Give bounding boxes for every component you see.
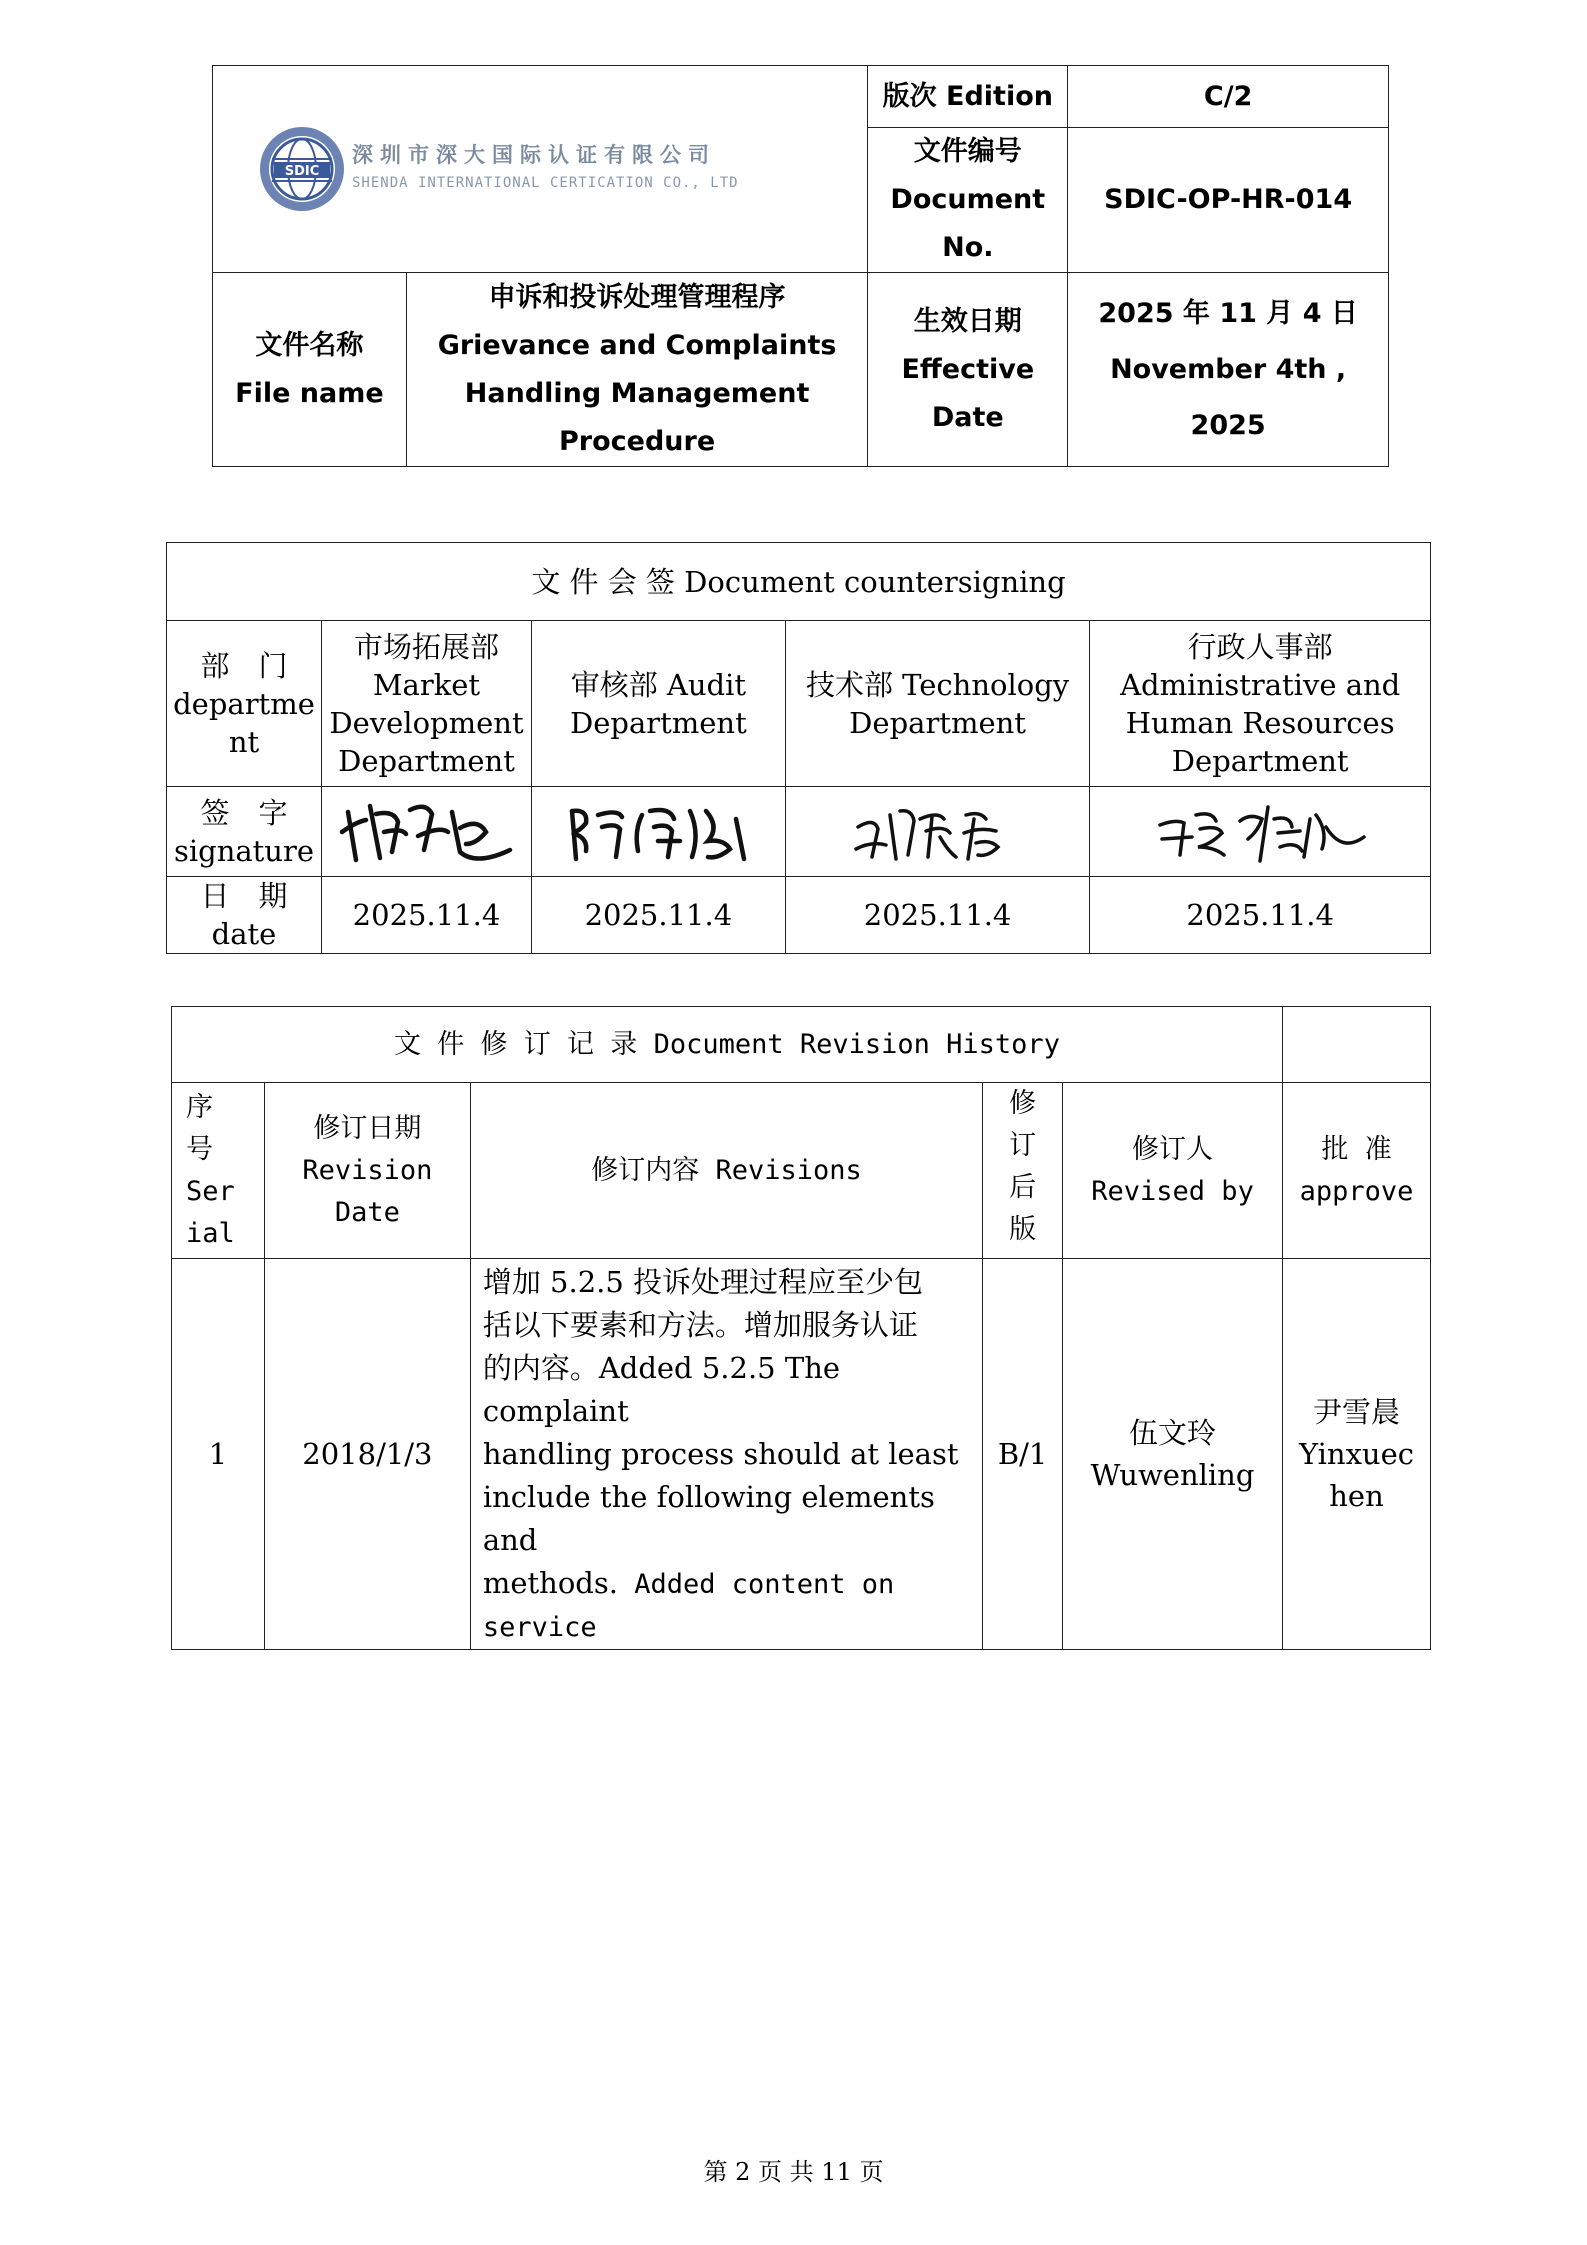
document-number-label: 文件编号 Document No. <box>868 128 1068 273</box>
revision-history-table <box>171 1006 1431 1650</box>
table-row <box>172 1259 1431 1650</box>
edition-label: 版次 Edition <box>868 66 1068 128</box>
department-label: 部 门 departme nt <box>167 621 322 787</box>
signature-audit <box>531 787 785 877</box>
countersign-title: 文 件 会 签 Document countersigning <box>167 543 1431 621</box>
edition-value: C/2 <box>1068 66 1389 128</box>
page-footer: 第 2 页 共 11 页 <box>703 2158 884 2186</box>
date-label: 日 期 date <box>167 877 322 954</box>
row-approve: 尹雪晨 Yinxuec hen <box>1283 1259 1431 1650</box>
signature-technology <box>785 787 1090 877</box>
file-name-label: 文件名称 File name <box>213 273 407 467</box>
effective-date-label: 生效日期 Effective Date <box>868 273 1068 467</box>
revision-title-blank <box>1283 1007 1431 1083</box>
document-number-value: SDIC-OP-HR-014 <box>1068 128 1389 273</box>
dept-audit: 审核部 Audit Department <box>531 621 785 787</box>
company-name-en: SHENDA INTERNATIONAL CERTICATION CO., LTD <box>352 175 739 191</box>
signature-label: 签 字 signature <box>167 787 322 877</box>
row-date: 2018/1/3 <box>264 1259 470 1650</box>
document-title: 申诉和投诉处理管理程序 Grievance and Complaints Handling Management Procedure <box>406 273 868 467</box>
col-revisions-header: 修订内容 Revisions <box>470 1083 982 1259</box>
col-serial-header: 序 号 Ser ial <box>172 1083 265 1259</box>
row-version: B/1 <box>983 1259 1063 1650</box>
dept-technology: 技术部 Technology Department <box>785 621 1090 787</box>
date-market: 2025.11.4 <box>321 877 531 954</box>
company-logo-cell <box>213 66 868 273</box>
row-revision-content: 增加 5.2.5 投诉处理过程应至少包 括以下要素和方法。增加服务认证 的内容。Added 5.2.5 The complaint handling process should at least include the following elements and methods. Added content on service <box>470 1259 982 1650</box>
col-version-header: 修 订 后 版 <box>983 1083 1063 1259</box>
signature-market <box>321 787 531 877</box>
document-header-table <box>212 65 1389 467</box>
logo-abbrev: SDIC <box>284 164 320 179</box>
date-admin-hr: 2025.11.4 <box>1090 877 1431 954</box>
row-serial: 1 <box>172 1259 265 1650</box>
effective-date-value: 2025 年 11 月 4 日 November 4th , 2025 <box>1068 273 1389 467</box>
dept-market-development: 市场拓展部 Market Development Department <box>321 621 531 787</box>
row-revised-by: 伍文玲 Wuwenling <box>1063 1259 1283 1650</box>
signature-admin-hr <box>1090 787 1431 877</box>
date-technology: 2025.11.4 <box>785 877 1090 954</box>
dept-admin-hr: 行政人事部 Administrative and Human Resources Department <box>1090 621 1431 787</box>
company-logo-icon <box>258 125 346 213</box>
col-approve-header: 批 准 approve <box>1283 1083 1431 1259</box>
date-audit: 2025.11.4 <box>531 877 785 954</box>
countersign-table <box>166 542 1431 954</box>
company-name-cn: 深圳市深大国际认证有限公司 <box>352 142 716 167</box>
col-revised-by-header: 修订人 Revised by <box>1063 1083 1283 1259</box>
col-revision-date-header: 修订日期 Revision Date <box>264 1083 470 1259</box>
revision-history-title: 文 件 修 订 记 录 Document Revision History <box>172 1007 1283 1083</box>
